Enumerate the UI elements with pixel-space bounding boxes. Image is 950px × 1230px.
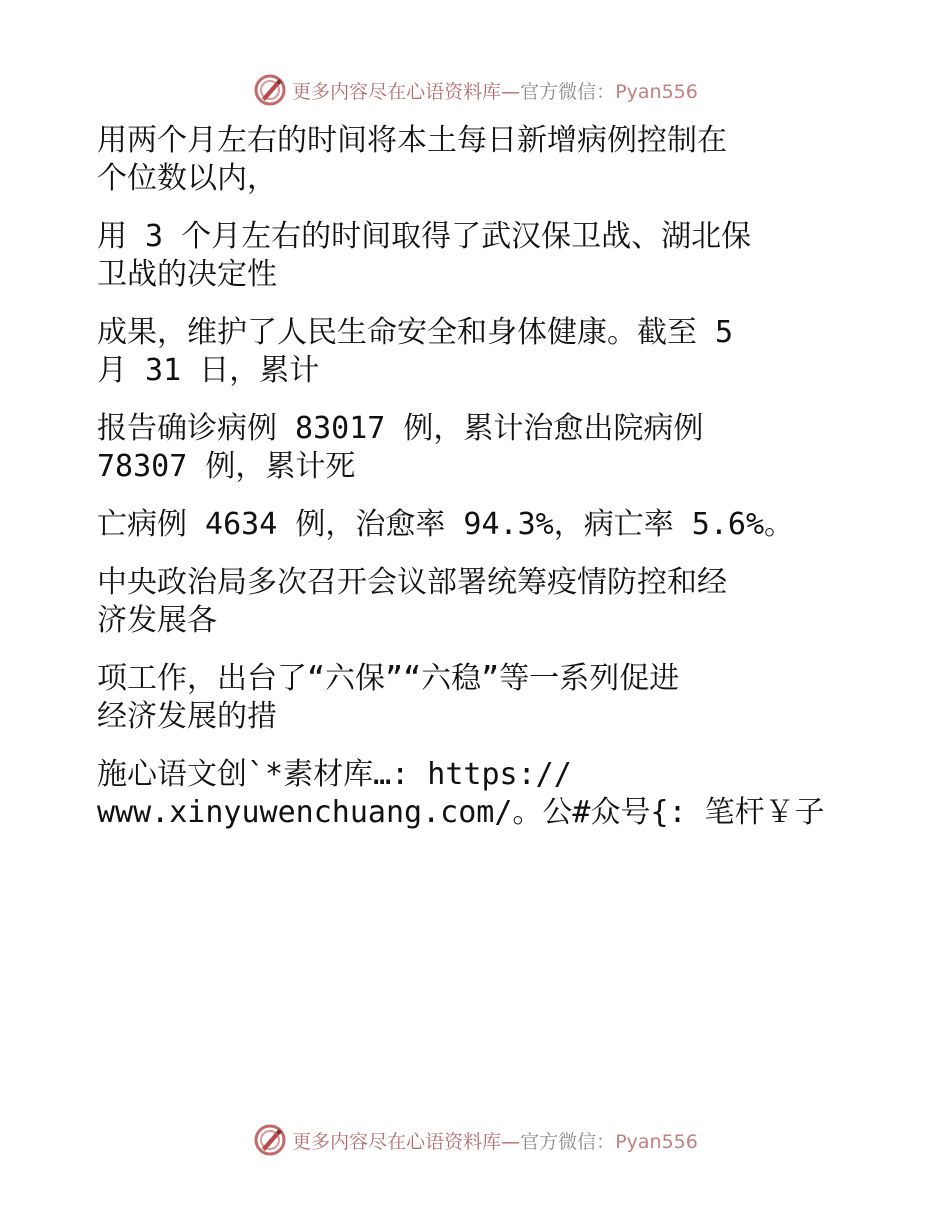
text-line: www.xinyuwenchuang.com/。公#众号{: 笔杆￥子: [97, 795, 825, 830]
footer-watermark-banner: [0, 1120, 950, 1160]
text-line: 用 3 个月左右的时间取得了武汉保卫战、湖北保: [97, 219, 752, 254]
text-line: 亡病例 4634 例，治愈率 94.3%，病亡率 5.6%。: [97, 507, 795, 542]
header-watermark-text: [292, 77, 698, 104]
text-line: 卫战的决定性: [97, 257, 277, 292]
paragraph-3: [97, 314, 897, 390]
text-line: 济发展各: [97, 603, 217, 638]
pen-logo-icon: [252, 1122, 288, 1158]
paragraph-6: [97, 564, 897, 640]
header-wechat-id: Pyan556: [615, 80, 698, 103]
paragraph-5: [97, 506, 897, 544]
document-body: [97, 122, 897, 852]
text-line: 78307 例，累计死: [97, 449, 356, 484]
text-line: 用两个月左右的时间将本土每日新增病例控制在: [97, 123, 727, 158]
text-line: 经济发展的措: [97, 699, 277, 734]
text-line: 个位数以内，: [97, 161, 277, 196]
footer-separator: —: [501, 1130, 521, 1153]
paragraph-4: [97, 410, 897, 486]
text-line: 施心语文创`*素材库…: https://: [97, 757, 572, 792]
text-line: 成果，维护了人民生命安全和身体健康。截至 5: [97, 315, 734, 350]
paragraph-8: [97, 756, 897, 832]
text-line: 项工作，出台了“六保”“六稳”等一系列促进: [97, 661, 680, 696]
paragraph-2: [97, 218, 897, 294]
pen-logo-icon: [252, 72, 288, 108]
text-line: 报告确诊病例 83017 例，累计治愈出院病例: [97, 411, 704, 446]
footer-watermark-text: [292, 1127, 698, 1154]
paragraph-7: [97, 660, 897, 736]
text-line: 月 31 日，累计: [97, 353, 320, 388]
header-site-text: 更多内容尽在心语资料库: [292, 80, 502, 103]
header-separator: —: [501, 80, 521, 103]
footer-wechat-id: Pyan556: [615, 1130, 698, 1153]
header-wechat-label: 官方微信：: [520, 80, 616, 103]
header-watermark-banner: [0, 70, 950, 110]
paragraph-1: [97, 122, 897, 198]
text-line: 中央政治局多次召开会议部署统筹疫情防控和经: [97, 565, 727, 600]
footer-site-text: 更多内容尽在心语资料库: [292, 1130, 502, 1153]
footer-wechat-label: 官方微信：: [520, 1130, 616, 1153]
